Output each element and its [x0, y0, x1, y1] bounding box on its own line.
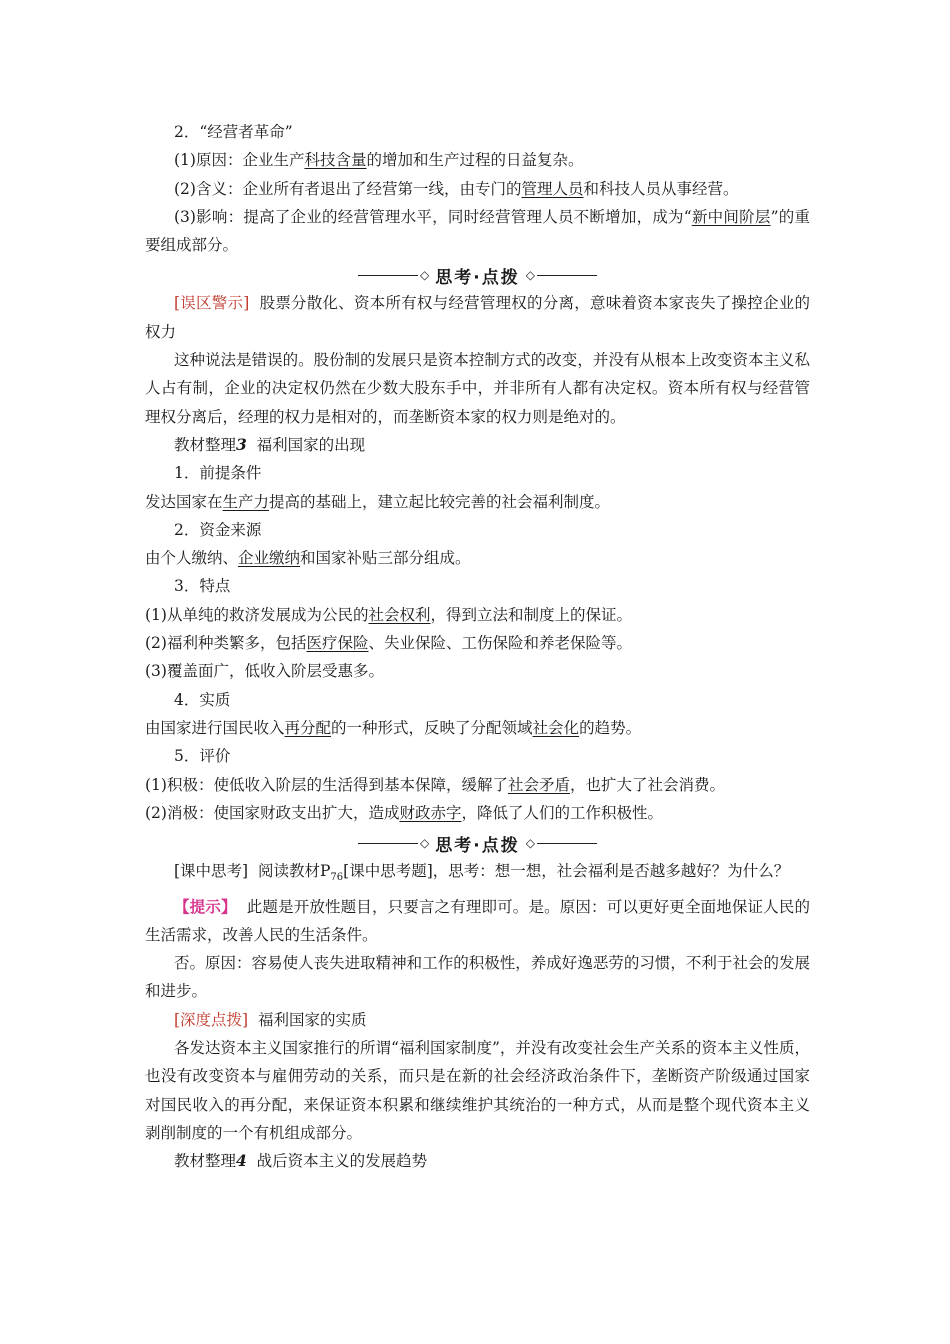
warning-paragraph: [误区警示] 股票分散化、资本所有权与经营管理权的分离，意味着资本家丧失了操控企业的权力: [145, 294, 810, 341]
paragraph: 否。原因：容易使人丧失进取精神和工作的积极性，养成好逸恶劳的习惯，不利于社会的发展和进步。: [145, 954, 810, 1001]
section-divider: ◇ 思考·点拨 ◇: [145, 261, 810, 289]
paragraph-meaning: (2)含义：企业所有者退出了经营第一线，由专门的管理人员和科技人员从事经营。: [174, 179, 739, 198]
paragraph: 发达国家在生产力提高的基础上，建立起比较完善的社会福利制度。: [145, 492, 611, 511]
deep-heading: [深度点拨] 福利国家的实质: [174, 1010, 367, 1029]
item-heading: 2．资金来源: [174, 520, 262, 539]
paragraph: 由个人缴纳、企业缴纳和国家补贴三部分组成。: [145, 549, 471, 568]
diamond-icon: ◇: [420, 268, 430, 283]
item-heading: 1．前提条件: [174, 464, 262, 483]
section-heading: 2．“经营者革命”: [174, 123, 293, 141]
list-item: (3)覆盖面广，低收入阶层受惠多。: [145, 662, 384, 681]
thinking-paragraph: [课中思考] 阅读教材$P_{76}$[课中思考题]，思考：想一想，社会福利是否越多越好？为什么？: [174, 862, 790, 884]
warning-explanation: 这种说法是错误的。股份制的发展只是资本控制方式的改变，并没有从根本上改变资本主义私人占有制，企业的决定权仍然在少数大股东手中，并非所有人都有决定权。资本所有权与经营管理权分离后，经理的权力是相对的，而垄断资本家的权力则是绝对的。: [145, 351, 810, 426]
list-item: (2)福利种类繁多，包括医疗保险、失业保险、工伤保险和养老保险等。: [145, 634, 632, 653]
material-heading-3: 教材整理3 福利国家的出现: [174, 434, 366, 454]
diamond-icon: ◇: [525, 836, 535, 851]
diamond-icon: ◇: [525, 268, 535, 283]
section-divider: ◇ 思考·点拨 ◇: [145, 829, 810, 857]
list-item: (1)从单纯的救济发展成为公民的社会权利，得到立法和制度上的保证。: [145, 605, 632, 624]
diamond-icon: ◇: [420, 836, 430, 851]
warning-tag: [误区警示]: [174, 294, 250, 313]
hint-paragraph: 【提示】 此题是开放性题目，只要言之有理即可。是。原因：可以更好更全面地保证人民的生活需求，改善人民的生活条件。: [145, 896, 810, 944]
thinking-tag: [课中思考]: [174, 862, 249, 881]
item-heading: 4．实质: [174, 690, 231, 709]
material-heading-4: 教材整理4 战后资本主义的发展趋势: [174, 1151, 428, 1171]
paragraph: 由国家进行国民收入再分配的一种形式，反映了分配领域社会化的趋势。: [145, 718, 642, 737]
list-item: (1)积极：使低收入阶层的生活得到基本保障，缓解了社会矛盾，也扩大了社会消费。: [145, 775, 725, 794]
deep-paragraph: 各发达资本主义国家推行的所谓“福利国家制度”，并没有改变社会生产关系的资本主义性质，也没有改变资本与雇佣劳动的关系，而只是在新的社会经济政治条件下，垄断资产阶级通过国家对国民收入的再分配，来保证资本积累和继续维护其统治的一种方式，从而是整个现代资本主义剥削制度的一个有机组成部分。: [145, 1039, 810, 1142]
deep-tag: [深度点拨]: [174, 1010, 249, 1029]
item-heading: 5．评价: [174, 747, 231, 766]
list-item: (2)消极：使国家财政支出扩大，造成财政赤字，降低了人们的工作积极性。: [145, 803, 663, 822]
paragraph-impact: (3)影响：提高了企业的经营管理水平，同时经营管理人员不断增加，成为“新中间阶层”的重要组成部分。: [145, 207, 810, 255]
paragraph-cause: (1)原因：企业生产科技含量的增加和生产过程的日益复杂。: [174, 151, 584, 170]
document-page: [145, 118, 810, 1175]
item-heading: 3．特点: [174, 577, 231, 596]
hint-tag: 【提示】: [174, 896, 237, 916]
